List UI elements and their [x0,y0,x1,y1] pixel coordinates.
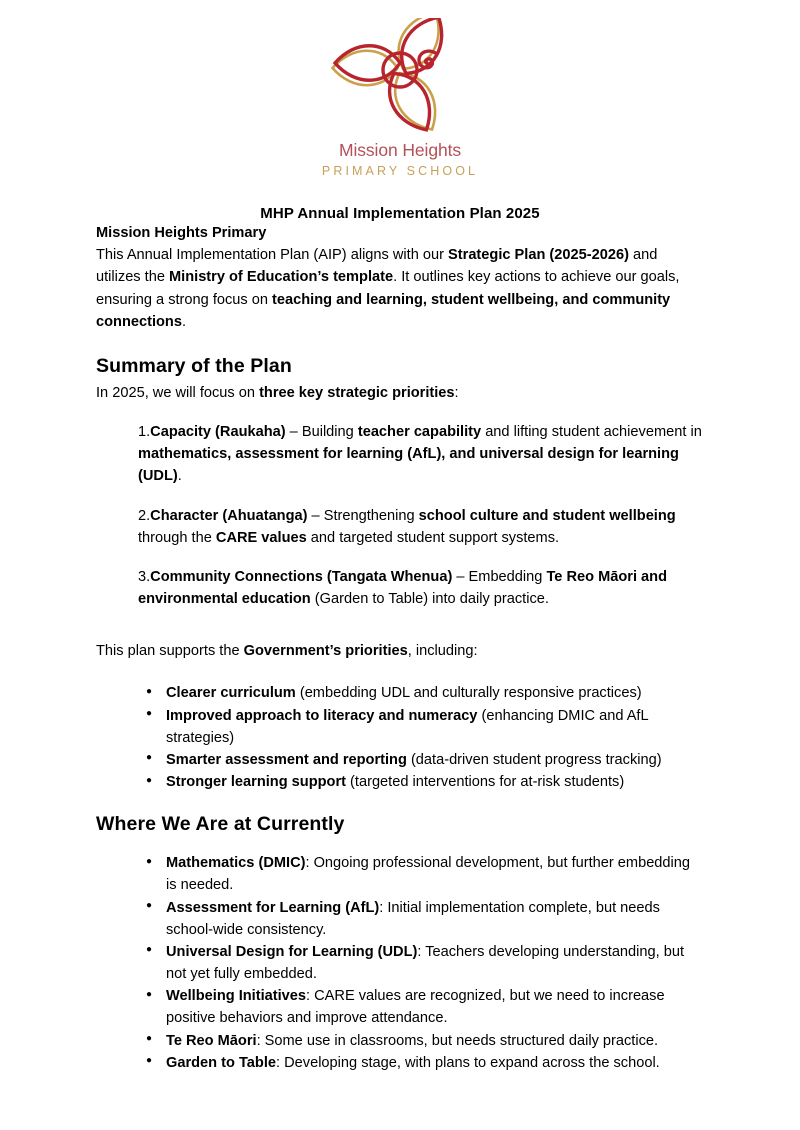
list-item [146,852,704,896]
priority-number: 1. [138,424,151,441]
list-item [96,421,704,488]
intro-paragraph [96,222,704,333]
spacer [96,610,704,640]
list-item [96,566,704,610]
list-item [146,1030,704,1052]
list-item-text: : Developing stage, with plans to expand across the school. [276,1054,660,1071]
list-item-text: : CARE values are recognized, but we need to increase positive behaviors and improve attendance. [166,988,665,1027]
list-item-label: Garden to Table [166,1054,277,1071]
list-item-label: Improved approach to literacy and numeracy [166,707,478,724]
list-item-text: : Initial implementation complete, but needs school-wide consistency. [166,899,660,938]
priority-number: 3. [138,568,151,585]
summary-intro: In 2025, we will focus on three key strategic priorities: [96,384,459,401]
list-item-text: : Ongoing professional development, but further embedding is needed. [166,855,691,894]
list-item-label: Stronger learning support [166,774,346,791]
list-item [146,705,704,749]
list-item [96,505,704,549]
list-item [146,1052,704,1074]
list-item-label: Clearer curriculum [166,685,296,702]
current-state-list [96,852,704,1074]
list-item [146,941,704,985]
government-priority-list [96,682,704,793]
list-item [146,985,704,1029]
current-state-heading: Where We Are at Currently [96,813,345,836]
school-logo [0,0,800,177]
priority-text: Capacity (Raukaha) – Building teacher capability and lifting student achievement in mathematics, assessment for learning (AfL), and universal design for learning (UDL). [138,424,702,485]
list-item [146,749,704,771]
logo-school-name: Mission Heights [338,140,462,160]
list-item [146,897,704,941]
page-title: MHP Annual Implementation Plan 2025 [260,205,540,222]
spacer [96,662,704,682]
summary-heading: Summary of the Plan [96,354,292,377]
list-item-text: (enhancing DMIC and AfL strategies) [166,707,649,746]
government-intro: This plan supports the Government’s priorities, including: [96,643,478,660]
list-item-text: (embedding UDL and culturally responsive practices) [295,685,642,702]
list-item-label: Wellbeing Initiatives [166,988,307,1005]
list-item-label: Assessment for Learning (AfL) [166,899,380,916]
priority-text: Character (Ahuatanga) – Strengthening school culture and student wellbeing through the CARE values and targeted student support systems. [138,507,676,546]
list-item-text: (data-driven student progress tracking) [406,751,662,768]
document-body [0,205,800,1074]
list-item-text: (targeted interventions for at-risk students) [346,774,625,791]
list-item [146,771,704,793]
list-item-label: Mathematics (DMIC) [166,855,306,872]
priority-number: 2. [138,507,151,524]
triquetra-koru-icon [325,18,475,138]
list-item-label: Universal Design for Learning (UDL) [166,943,418,960]
list-item-label: Te Reo Māori [166,1032,257,1049]
priority-text: Community Connections (Tangata Whenua) – Embedding Te Reo Māori and environmental education (Garden to Table) into daily practice. [138,568,668,608]
list-item [146,682,704,704]
priority-list [96,421,704,610]
list-item-label: Smarter assessment and reporting [166,751,407,768]
list-item-text: : Teachers developing understanding, but not yet fully embedded. [166,943,685,983]
intro-rich-text: This Annual Implementation Plan (AIP) aligns with our Strategic Plan (2025-2026) and utilizes the Ministry of Education’s template. It outlines key actions to achieve our goals, ensuring a strong focus on teaching and learning, student wellbeing, and community connections. [96,247,680,330]
spacer [96,840,704,852]
list-item-text: : Some use in classrooms, but needs structured daily practice. [256,1032,659,1049]
logo-school-subtitle: PRIMARY SCHOOL [321,163,479,178]
school-name-heading: Mission Heights Primary [96,225,267,241]
